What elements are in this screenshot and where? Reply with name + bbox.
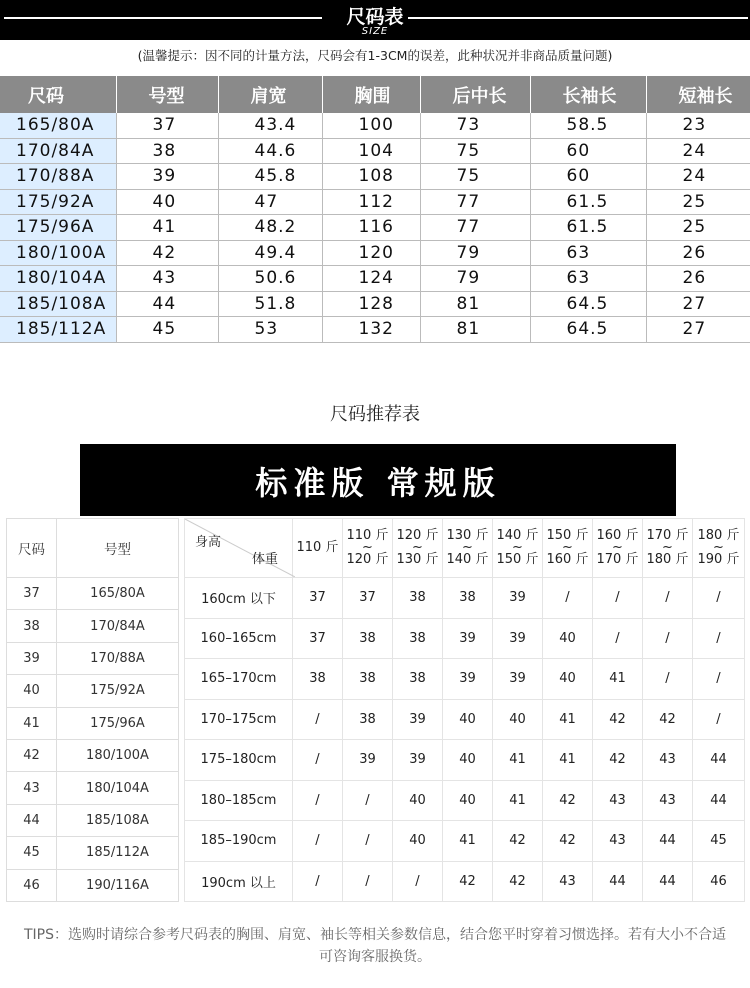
recommend-cell: /: [293, 740, 343, 781]
mapping-cell: 185/112A: [57, 837, 179, 869]
weight-from: 140 斤: [496, 528, 539, 543]
size-cell: 39: [116, 164, 218, 190]
mapping-cell: 40: [7, 675, 57, 707]
recommend-cell: 40: [493, 699, 543, 740]
recommend-cell: 39: [393, 740, 443, 781]
size-cell: 58.5: [530, 113, 646, 138]
fit-banner: [80, 444, 676, 516]
weight-from: 160 斤: [596, 528, 639, 543]
recommend-cell: 41: [443, 821, 493, 862]
size-cell: 108: [322, 164, 420, 190]
weight-sep: ~: [462, 540, 473, 555]
size-cell: 26: [646, 266, 750, 292]
title-banner: [0, 0, 750, 40]
mapping-row: [7, 610, 179, 642]
size-cell: 185/112A: [0, 317, 116, 343]
size-header-cell: 尺码: [0, 76, 116, 113]
recommend-cell: 37: [343, 578, 393, 619]
recommend-cell: 38: [393, 659, 443, 700]
recommend-cell: 39: [393, 699, 443, 740]
size-cell: 25: [646, 215, 750, 241]
mapping-cell: 165/80A: [57, 578, 179, 610]
weight-from: 110 斤: [346, 528, 389, 543]
size-cell: 180/104A: [0, 266, 116, 292]
recommend-cell: 38: [393, 578, 443, 619]
page-subtitle: SIZE: [361, 26, 389, 37]
recommend-cell: 41: [493, 780, 543, 821]
size-header-cell: 肩宽: [218, 76, 322, 113]
size-cell: 47: [218, 189, 322, 215]
weight-sep: ~: [362, 540, 373, 555]
size-table-body: [0, 113, 750, 342]
weight-to: 140 斤: [446, 552, 489, 567]
recommend-cell: 38: [343, 699, 393, 740]
recommend-row: [185, 618, 745, 659]
recommend-cell: 41: [543, 699, 593, 740]
weight-header-cell: [643, 519, 693, 578]
recommend-cell: /: [293, 861, 343, 902]
size-cell: 48.2: [218, 215, 322, 241]
size-cell: 44.6: [218, 138, 322, 164]
recommend-row: [185, 780, 745, 821]
mapping-cell: 170/88A: [57, 642, 179, 674]
recommend-cell: 40: [443, 780, 493, 821]
mapping-cell: 39: [7, 642, 57, 674]
recommend-cell: 45: [693, 821, 745, 862]
mapping-row: [7, 675, 179, 707]
recommend-cell: /: [643, 659, 693, 700]
page-title: 尺码表: [346, 6, 404, 28]
weight-header-cell: [693, 519, 745, 578]
weight-to: 160 斤: [546, 552, 589, 567]
size-cell: 81: [420, 291, 530, 317]
mapping-row: [7, 837, 179, 869]
size-cell: 61.5: [530, 215, 646, 241]
recommend-cell: 39: [493, 659, 543, 700]
weight-header-cell: [343, 519, 393, 578]
recommend-row: [185, 740, 745, 781]
mapping-cell: 185/108A: [57, 804, 179, 836]
size-cell: 63: [530, 266, 646, 292]
mapping-row: [7, 578, 179, 610]
size-header-cell: 短袖长: [646, 76, 750, 113]
mapping-row: [7, 869, 179, 901]
height-range-cell: 160cm 以下: [185, 578, 293, 619]
recommend-cell: 44: [643, 861, 693, 902]
size-cell: 24: [646, 138, 750, 164]
recommend-grid: [184, 518, 745, 902]
weight-to: 170 斤: [596, 552, 639, 567]
mapping-cell: 41: [7, 707, 57, 739]
size-cell: 42: [116, 240, 218, 266]
recommend-cell: 38: [443, 578, 493, 619]
mapping-row: [7, 804, 179, 836]
size-cell: 50.6: [218, 266, 322, 292]
recommend-cell: /: [293, 780, 343, 821]
recommend-cell: /: [693, 699, 745, 740]
height-range-cell: 190cm 以上: [185, 861, 293, 902]
height-range-cell: 170–175cm: [185, 699, 293, 740]
weight-sep: ~: [713, 540, 724, 555]
tips-text: TIPS：选购时请综合参考尺码表的胸围、肩宽、袖长等相关参数信息，结合您平时穿着习惯选择。若有大小不合适可咨询客服换货。: [23, 927, 726, 965]
size-row: [0, 240, 750, 266]
mapping-cell: 175/96A: [57, 707, 179, 739]
size-row: [0, 266, 750, 292]
size-cell: 24: [646, 164, 750, 190]
size-cell: 43: [116, 266, 218, 292]
size-cell: 100: [322, 113, 420, 138]
recommend-cell: 44: [693, 740, 745, 781]
size-cell: 185/108A: [0, 291, 116, 317]
size-cell: 37: [116, 113, 218, 138]
weight-to: 190 斤: [697, 552, 740, 567]
weight-header-cell: [443, 519, 493, 578]
weight-from: 150 斤: [546, 528, 589, 543]
recommend-cell: 40: [393, 821, 443, 862]
size-cell: 60: [530, 164, 646, 190]
recommend-cell: 39: [443, 659, 493, 700]
mapping-row: [7, 707, 179, 739]
recommend-cell: 38: [343, 618, 393, 659]
size-header-cell: 号型: [116, 76, 218, 113]
recommend-cell: /: [343, 861, 393, 902]
size-row: [0, 215, 750, 241]
mapping-cell: 180/104A: [57, 772, 179, 804]
mapping-cell: 44: [7, 804, 57, 836]
recommend-row: [185, 821, 745, 862]
recommend-cell: 44: [593, 861, 643, 902]
weight-from: 180 斤: [697, 528, 740, 543]
weight-from: 130 斤: [446, 528, 489, 543]
recommend-cell: /: [693, 659, 745, 700]
size-cell: 170/84A: [0, 138, 116, 164]
size-cell: 75: [420, 164, 530, 190]
recommend-cell: 43: [593, 821, 643, 862]
weight-from: 120 斤: [396, 528, 439, 543]
size-cell: 64.5: [530, 291, 646, 317]
recommend-cell: 42: [543, 821, 593, 862]
size-header-cell: 后中长: [420, 76, 530, 113]
recommend-cell: 41: [493, 740, 543, 781]
size-cell: 64.5: [530, 317, 646, 343]
recommend-cell: 40: [443, 740, 493, 781]
recommend-row: [185, 659, 745, 700]
recommend-cell: 43: [643, 740, 693, 781]
size-cell: 27: [646, 291, 750, 317]
recommend-cell: /: [593, 578, 643, 619]
size-cell: 79: [420, 266, 530, 292]
recommend-header: [185, 519, 745, 578]
mapping-row: [7, 772, 179, 804]
size-cell: 81: [420, 317, 530, 343]
weight-sep: ~: [512, 540, 523, 555]
size-cell: 116: [322, 215, 420, 241]
size-cell: 61.5: [530, 189, 646, 215]
mapping-row: [7, 739, 179, 771]
mapping-cell: 42: [7, 739, 57, 771]
mapping-cell: 43: [7, 772, 57, 804]
size-cell: 175/92A: [0, 189, 116, 215]
size-cell: 27: [646, 317, 750, 343]
weight-header-cell: [493, 519, 543, 578]
size-cell: 44: [116, 291, 218, 317]
mapping-cell: 175/92A: [57, 675, 179, 707]
size-cell: 77: [420, 215, 530, 241]
recommend-cell: 42: [443, 861, 493, 902]
recommend-cell: /: [693, 578, 745, 619]
weight-sep: ~: [562, 540, 573, 555]
recommend-cell: 43: [643, 780, 693, 821]
weight-to: 130 斤: [396, 552, 439, 567]
recommend-cell: 42: [543, 780, 593, 821]
weight-sep: ~: [412, 540, 423, 555]
size-table: [0, 76, 750, 343]
recommend-title: 尺码推荐表: [330, 404, 420, 425]
size-cell: 43.4: [218, 113, 322, 138]
corner-weight-label: 体重: [251, 552, 278, 567]
size-cell: 170/88A: [0, 164, 116, 190]
recommend-cell: 42: [593, 740, 643, 781]
recommend-cell: 42: [593, 699, 643, 740]
size-cell: 112: [322, 189, 420, 215]
size-header-cell: 胸围: [322, 76, 420, 113]
size-cell: 60: [530, 138, 646, 164]
recommend-cell: 44: [643, 821, 693, 862]
recommend-cell: /: [543, 578, 593, 619]
recommend-cell: 41: [543, 740, 593, 781]
weight-sep: ~: [612, 540, 623, 555]
recommend-row: [185, 578, 745, 619]
recommend-cell: 38: [343, 659, 393, 700]
recommend-cell: /: [393, 861, 443, 902]
recommend-cell: /: [643, 618, 693, 659]
size-row: [0, 113, 750, 138]
mapping-header: [7, 519, 179, 578]
recommend-cell: 42: [643, 699, 693, 740]
size-cell: 26: [646, 240, 750, 266]
recommend-cell: /: [643, 578, 693, 619]
recommend-cell: 40: [543, 659, 593, 700]
mapping-cell: 37: [7, 578, 57, 610]
recommend-cell: 44: [693, 780, 745, 821]
banner-divider-right: [408, 17, 748, 19]
recommend-cell: 40: [393, 780, 443, 821]
mapping-header-cell: 尺码: [7, 519, 57, 578]
recommend-cell: 38: [293, 659, 343, 700]
size-cell: 104: [322, 138, 420, 164]
recommend-cell: 39: [343, 740, 393, 781]
size-cell: 51.8: [218, 291, 322, 317]
size-cell: 40: [116, 189, 218, 215]
size-row: [0, 189, 750, 215]
size-cell: 75: [420, 138, 530, 164]
size-row: [0, 164, 750, 190]
size-cell: 45.8: [218, 164, 322, 190]
height-weight-corner: [185, 519, 293, 578]
size-cell: 38: [116, 138, 218, 164]
size-cell: 77: [420, 189, 530, 215]
recommend-cell: /: [293, 821, 343, 862]
recommend-cell: 43: [593, 780, 643, 821]
weight-header-cell: [543, 519, 593, 578]
size-cell: 73: [420, 113, 530, 138]
recommend-cell: /: [343, 821, 393, 862]
size-cell: 180/100A: [0, 240, 116, 266]
weight-header-cell: [293, 519, 343, 578]
mapping-cell: 38: [7, 610, 57, 642]
recommend-cell: 41: [593, 659, 643, 700]
recommend-cell: 42: [493, 861, 543, 902]
size-cell: 63: [530, 240, 646, 266]
recommend-cell: 37: [293, 578, 343, 619]
weight-header-cell: [593, 519, 643, 578]
mapping-cell: 180/100A: [57, 739, 179, 771]
recommend-cell: 40: [443, 699, 493, 740]
recommend-cell: 37: [293, 618, 343, 659]
recommend-cell: 40: [543, 618, 593, 659]
mapping-row: [7, 642, 179, 674]
weight-to: 120 斤: [346, 552, 389, 567]
recommend-cell: /: [293, 699, 343, 740]
recommend-cell: 39: [493, 578, 543, 619]
weight-header-cell: [393, 519, 443, 578]
recommend-cell: /: [693, 618, 745, 659]
size-cell: 23: [646, 113, 750, 138]
size-cell: 120: [322, 240, 420, 266]
measurement-notice: (温馨提示：因不同的计量方法，尺码会有1-3CM的误差，此种状况并非商品质量问题): [137, 48, 613, 63]
weight-to: 150 斤: [496, 552, 539, 567]
mapping-cell: 170/84A: [57, 610, 179, 642]
size-cell: 41: [116, 215, 218, 241]
size-cell: 25: [646, 189, 750, 215]
weight-from: 170 斤: [646, 528, 689, 543]
recommend-cell: 42: [493, 821, 543, 862]
recommend-cell: /: [593, 618, 643, 659]
recommend-cell: 38: [393, 618, 443, 659]
height-range-cell: 180–185cm: [185, 780, 293, 821]
height-range-cell: 160–165cm: [185, 618, 293, 659]
recommend-row: [185, 699, 745, 740]
recommend-cell: 43: [543, 861, 593, 902]
mapping-cell: 45: [7, 837, 57, 869]
recommend-cell: 39: [443, 618, 493, 659]
size-cell: 124: [322, 266, 420, 292]
mapping-cell: 46: [7, 869, 57, 901]
size-cell: 79: [420, 240, 530, 266]
banner-divider-left: [4, 17, 322, 19]
corner-height-label: 身高: [195, 535, 222, 550]
recommend-cell: /: [343, 780, 393, 821]
weight-to: 180 斤: [646, 552, 689, 567]
size-table-header: [0, 76, 750, 113]
size-header-cell: 长袖长: [530, 76, 646, 113]
recommend-cell: 46: [693, 861, 745, 902]
size-cell: 53: [218, 317, 322, 343]
size-cell: 165/80A: [0, 113, 116, 138]
size-cell: 49.4: [218, 240, 322, 266]
mapping-header-cell: 号型: [57, 519, 179, 578]
size-cell: 175/96A: [0, 215, 116, 241]
fit-banner-text: 标准版 常规版: [255, 464, 501, 502]
height-range-cell: 185–190cm: [185, 821, 293, 862]
mapping-cell: 190/116A: [57, 869, 179, 901]
height-range-cell: 165–170cm: [185, 659, 293, 700]
size-mapping-table: [6, 518, 179, 902]
size-row: [0, 291, 750, 317]
height-range-cell: 175–180cm: [185, 740, 293, 781]
size-cell: 128: [322, 291, 420, 317]
recommend-row: [185, 861, 745, 902]
size-cell: 45: [116, 317, 218, 343]
recommend-cell: 39: [493, 618, 543, 659]
size-cell: 132: [322, 317, 420, 343]
weight-sep: ~: [662, 540, 673, 555]
weight-from: 110 斤: [296, 540, 339, 555]
size-row: [0, 317, 750, 343]
size-row: [0, 138, 750, 164]
